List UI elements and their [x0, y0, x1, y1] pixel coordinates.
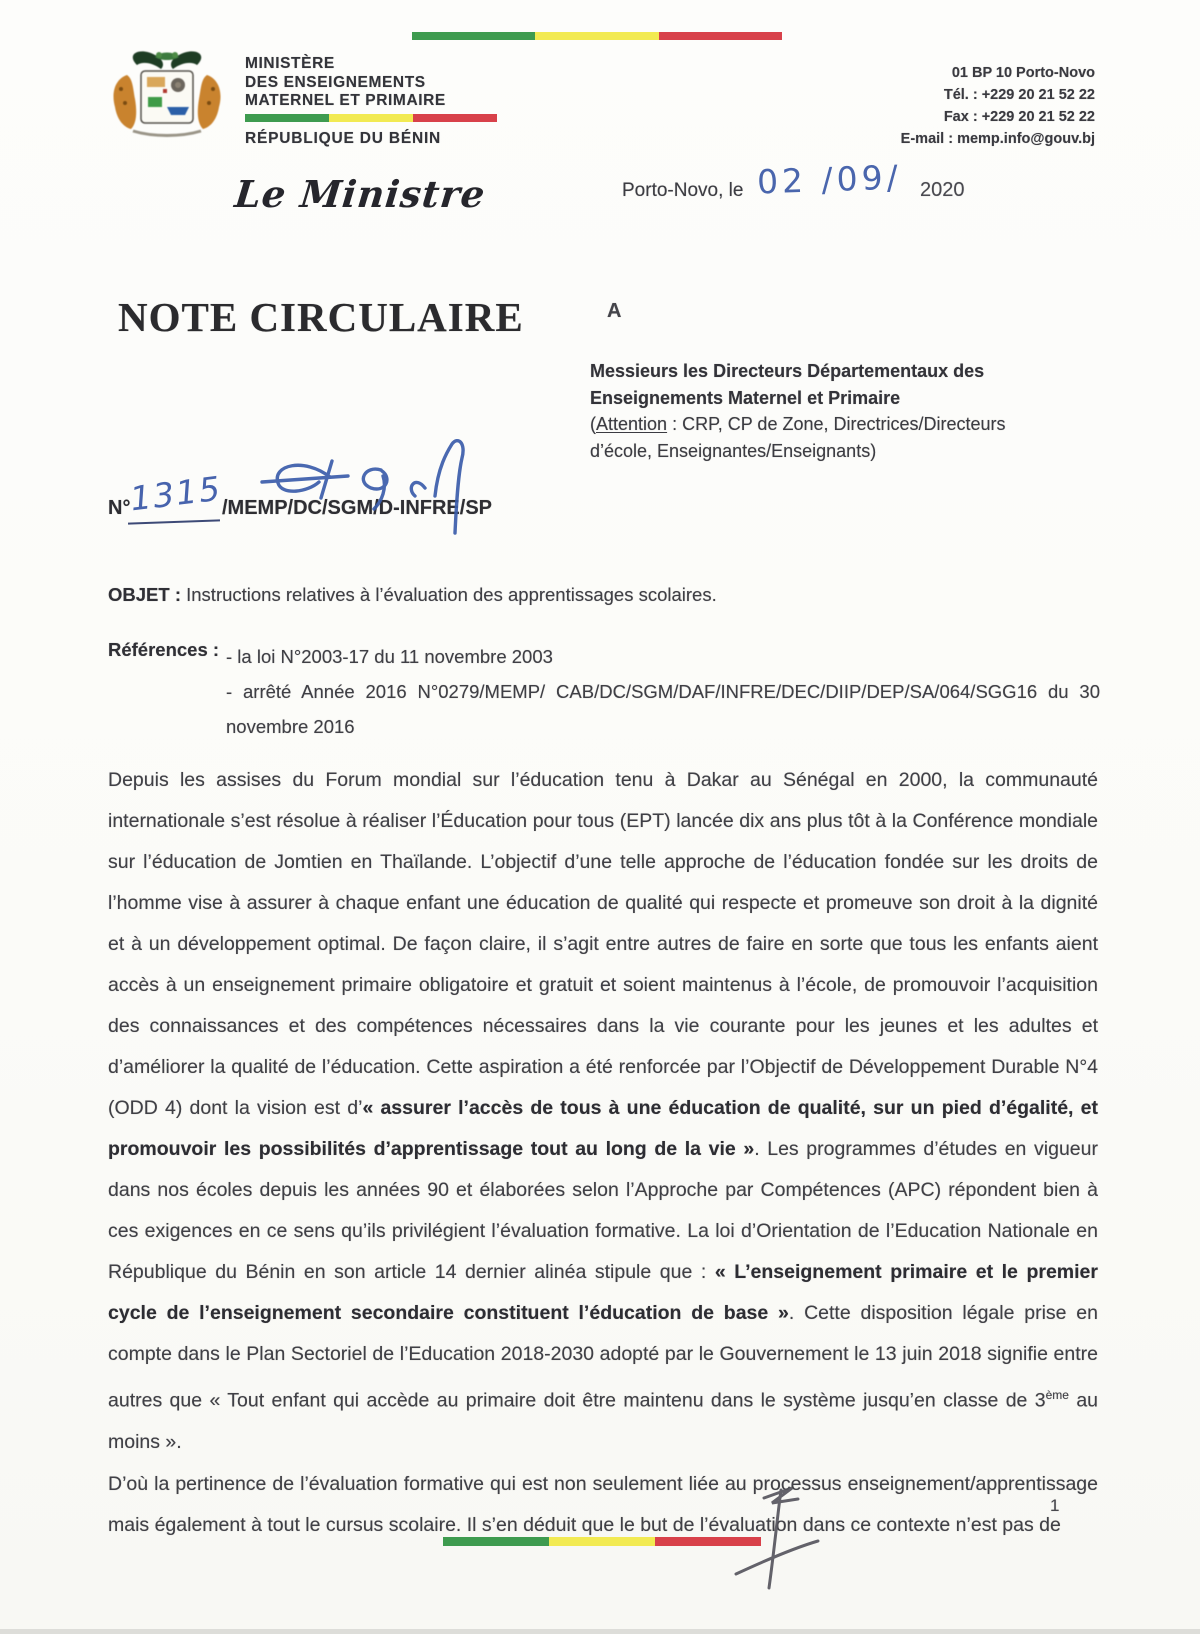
letter-body — [108, 760, 1098, 1547]
number-suffix: /MEMP/DC/SGM/D-INFRE/SP — [222, 497, 493, 519]
flag-bar-ministry — [245, 114, 497, 122]
attention-paren: ( — [590, 414, 596, 434]
number-underline — [128, 519, 220, 524]
attention-label: Attention — [596, 414, 668, 434]
fax-line: Fax : +229 20 21 52 22 — [943, 109, 1095, 125]
dateline-prefix: Porto-Novo, le — [622, 180, 744, 201]
objet-label: OBJET : — [108, 584, 181, 605]
references-label: Références : — [108, 639, 220, 660]
paraph-signature-icon — [718, 1478, 828, 1598]
document-title: NOTE CIRCULAIRE — [118, 294, 524, 340]
republic-label: RÉPUBLIQUE DU BÉNIN — [245, 130, 442, 147]
page-number: 1 — [1050, 1496, 1060, 1515]
recipient-line: Messieurs les Directeurs Départementaux des — [590, 361, 985, 381]
ministry-line: MINISTÈRE — [245, 55, 335, 72]
flag-green-segment — [245, 114, 329, 122]
reference-item: - la loi N°2003-17 du 11 novembre 2003 — [226, 646, 553, 667]
objet-text: Instructions relatives à l’évaluation des apprentissages scolaires. — [180, 584, 717, 605]
handwritten-number: 1315 — [127, 468, 225, 519]
reference-item: - arrêté Année 2016 N°0279/MEMP/ CAB/DC/SGM/DAF/INFRE/DEC/DIIP/DEP/SA/064/SGG16 du 30 novembre 2016 — [226, 681, 1100, 737]
attention-text: : CRP, CP de Zone, Directrices/Directeurs d’école, Enseignantes/Enseignants) — [590, 414, 1006, 461]
references-list — [226, 639, 1100, 744]
recipient-block — [590, 358, 1050, 464]
ministry-line: MATERNEL ET PRIMAIRE — [245, 92, 446, 109]
objet-line — [108, 584, 1098, 606]
body-paragraph: Depuis les assises du Forum mondial sur l’éducation tenu à Dakar au Sénégal en 2000, la communauté internationale s’est résolue à réaliser l’Éducation pour tous (EPT) lancée dix ans plus tôt à la Conférence mondiale sur l’éducation de Jomtien en Thaïlande. L’objectif d’une telle approche de l’éducation fondée sur les droits de l’homme vise à assurer à chaque enfant une éducation de qualité qui respecte et promeuve son droit à la dignité et à un développement optimal. De façon claire, il s’agit entre autres de faire en sorte que tous les enfants aient accès à un enseignement primaire obligatoire et gratuit et soient maintenus à l’école, de promouvoir l’acquisition des connaissances et des compétences nécessaires dans la vie courante pour les jeunes et les adultes et d’améliorer la qualité de l’éducation. Cette aspiration a été renforcée par l’Objectif de Développement Durable N°4 (ODD 4) dont la vision est d’« assurer l’accès de tous à une éducation de qualité, sur un pied d’égalité, et promouvoir les possibilités d’apprentissage tout au long de la vie ». Les programmes d’études en vigueur dans nos écoles depuis les années 90 et élaborées selon l’Approche par Compétences (APC) répondent bien à ces exigences en ce sens qu’ils privilégient l’évaluation formative. La loi d’Orientation de l’Education Nationale en République du Bénin en son article 14 dernier alinéa stipule que : « L’enseignement primaire et le premier cycle de l’enseignement secondaire constituent l’éducation de base ». Cette disposition légale prise en compte dans le Plan Sectoriel de l’Education 2018-2030 adopté par le Gouvernement le 13 juin 2018 signifie entre autres que « Tout enfant qui accède au primaire doit être maintenu dans le système jusqu’en classe de 3ème au moins ». — [108, 769, 1099, 1453]
recipient-line: Enseignements Maternel et Primaire — [590, 387, 901, 408]
number-prefix: N° — [108, 497, 131, 519]
contact-block — [901, 62, 1095, 150]
ministry-line: DES ENSEIGNEMENTS — [245, 73, 426, 91]
handwritten-date: 02 /09/ — [756, 157, 903, 202]
phone-line: Tél. : +229 20 21 52 22 — [943, 87, 1095, 103]
minister-title-script: Le Ministre — [232, 172, 488, 216]
flag-bar-top — [412, 32, 782, 40]
flag-green-segment — [412, 32, 535, 40]
scan-edge-artifact — [0, 1629, 1200, 1634]
initials-handwriting-icon — [218, 435, 488, 540]
flag-red-segment — [413, 114, 497, 122]
address-line: 01 BP 10 Porto-Novo — [951, 65, 1095, 81]
body-paragraph: D’où la pertinence de l’évaluation formative qui est non seulement liée au processus enseignement/apprentissage mais également à tout le cursus scolaire. Il s’en déduit que le but de l’évaluation dans ce contexte n’est pas de — [108, 1472, 1098, 1536]
flag-bar-bottom — [443, 1537, 761, 1546]
benin-coat-of-arms-icon — [103, 45, 231, 143]
recipient-a-label: A — [607, 300, 622, 322]
email-line: E-mail : memp.info@gouv.bj — [900, 131, 1095, 147]
flag-yellow-segment — [535, 32, 658, 40]
flag-green-segment — [443, 1537, 549, 1546]
ministry-name — [245, 55, 446, 111]
flag-yellow-segment — [549, 1537, 655, 1546]
dateline-year: 2020 — [920, 179, 965, 201]
flag-yellow-segment — [329, 114, 413, 122]
flag-red-segment — [659, 32, 782, 40]
attention-line — [590, 411, 1050, 464]
